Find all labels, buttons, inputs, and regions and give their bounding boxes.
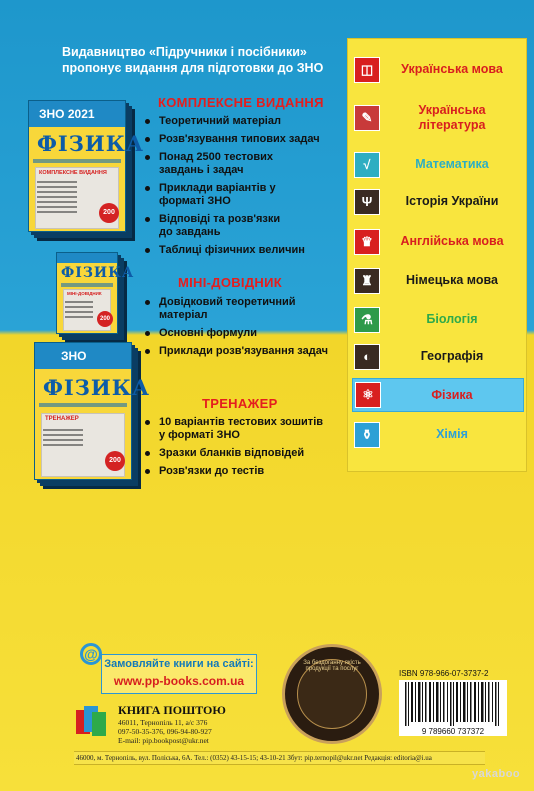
list-item: Зразки бланків відповідей	[145, 447, 340, 460]
barcode	[399, 680, 507, 728]
subject-label: Англійська мова	[400, 234, 504, 248]
post-phones: 097-50-35-376, 096-94-80-927	[118, 727, 212, 736]
book-zno-label: ЗНО	[61, 349, 87, 363]
subject-label: Фізика	[431, 387, 473, 402]
list-item: Приклади варіантів у форматі ЗНО	[145, 182, 295, 208]
subject-label: Географія	[420, 349, 484, 363]
list-item: Приклади розв'язування задач	[145, 345, 335, 358]
crown-icon: ♛	[354, 229, 380, 255]
book-title: ФІЗИКА	[61, 265, 135, 281]
subject-geography[interactable]	[352, 341, 524, 372]
book-trainer[interactable]	[34, 342, 150, 487]
book-edition-tag: ТРЕНАЖЕР	[45, 416, 79, 422]
section-list-mini	[145, 296, 335, 363]
subject-ukrainian-language[interactable]	[352, 54, 524, 85]
atom-icon: ⚛	[355, 382, 381, 408]
subject-label: Українська література	[418, 103, 486, 132]
map-icon: ◫	[354, 57, 380, 83]
book-seal: 200	[97, 311, 113, 327]
post-address: 46011, Тернопіль 11, а/с 376	[118, 718, 208, 727]
publisher-footer: 46000, м. Тернопіль, вул. Поліська, 6А. Тел.: (0352) 43-15-15; 43-10-21 Збут: pip.ternopil@ukr.net Редакція: editoria@i.ua	[74, 751, 485, 765]
microscope-icon: ⚗	[354, 307, 380, 333]
website-link[interactable]: www.pp-books.com.ua	[113, 674, 245, 688]
isbn-label: ISBN 978-966-07-3737-2	[399, 669, 489, 678]
trident-icon: Ψ	[354, 189, 380, 215]
book-title: ФІЗИКА	[37, 131, 144, 156]
subject-label: Українська мова	[401, 62, 503, 76]
subject-english[interactable]	[352, 226, 524, 257]
subject-ukrainian-literature[interactable]	[352, 99, 524, 137]
subject-label: Німецька мова	[406, 273, 498, 287]
list-item: Довідковий теоретичний матеріал	[145, 296, 310, 322]
subject-chemistry[interactable]	[352, 419, 524, 450]
subject-german[interactable]	[352, 265, 524, 296]
list-item: Понад 2500 тестових завдань і задач	[145, 151, 295, 177]
barcode-digits: 9 789660 737372	[399, 727, 507, 736]
subject-physics[interactable]	[352, 378, 524, 412]
book-seal: 200	[105, 451, 125, 471]
list-item: Теоретичний матеріал	[145, 115, 340, 128]
subject-label: Математика	[415, 157, 489, 171]
list-item: Розв'язки до тестів	[145, 465, 340, 478]
subject-label: Хімія	[436, 427, 468, 441]
subject-label: Історія України	[405, 194, 499, 208]
book-zno-label: ЗНО 2021	[39, 107, 95, 121]
subject-mathematics[interactable]	[352, 149, 524, 180]
book-complex-edition[interactable]	[28, 100, 144, 240]
list-item: 10 варіантів тестових зошитів у форматі ЗНО	[145, 416, 330, 442]
section-title-trainer: ТРЕНАЖЕР	[202, 396, 278, 411]
watermark: yakaboo	[472, 768, 521, 780]
section-list-trainer	[145, 416, 340, 483]
subject-biology[interactable]	[352, 304, 524, 335]
books-by-mail-logo	[72, 700, 112, 740]
quality-medal-text: За бездоганну якість продукції та послуг	[303, 660, 361, 672]
at-sign-icon: @	[80, 643, 102, 665]
list-item: Основні формули	[145, 327, 335, 340]
book-icon: ✎	[354, 105, 380, 131]
book-title: ФІЗИКА	[43, 375, 150, 400]
flask-icon: ⚱	[354, 422, 380, 448]
subject-label: Біологія	[426, 312, 478, 326]
sqrt-icon: √	[354, 152, 380, 178]
intro-line-1: Видавництво «Підручники і посібники»	[62, 45, 307, 59]
intro-text	[62, 44, 352, 76]
post-email: E-mail: pip.bookpost@ukr.net	[118, 736, 209, 745]
post-title: КНИГА ПОШТОЮ	[118, 703, 226, 717]
list-item: Розв'язування типових задач	[145, 133, 340, 146]
section-list-complex	[145, 115, 340, 262]
subject-history-ukraine[interactable]	[352, 186, 524, 217]
globe-icon: ◐	[354, 344, 380, 370]
order-text: Замовляйте книги на сайті:	[104, 658, 254, 670]
book-edition-tag: МІНІ-ДОВІДНИК	[67, 291, 102, 296]
book-seal: 200	[99, 203, 119, 223]
post-contacts	[118, 718, 212, 745]
list-item: Таблиці фізичних величин	[145, 244, 340, 257]
list-item: Відповіді та розв'язки до завдань	[145, 213, 295, 239]
section-title-mini: МІНІ-ДОВІДНИК	[178, 275, 282, 290]
eagle-icon: ♜	[354, 268, 380, 294]
intro-line-2: пропонує видання для підготовки до ЗНО	[62, 61, 324, 75]
book-mini-reference[interactable]	[56, 252, 136, 342]
book-edition-tag: КОМПЛЕКСНЕ ВИДАННЯ	[39, 170, 107, 176]
section-title-complex: КОМПЛЕКСНЕ ВИДАННЯ	[158, 95, 324, 110]
